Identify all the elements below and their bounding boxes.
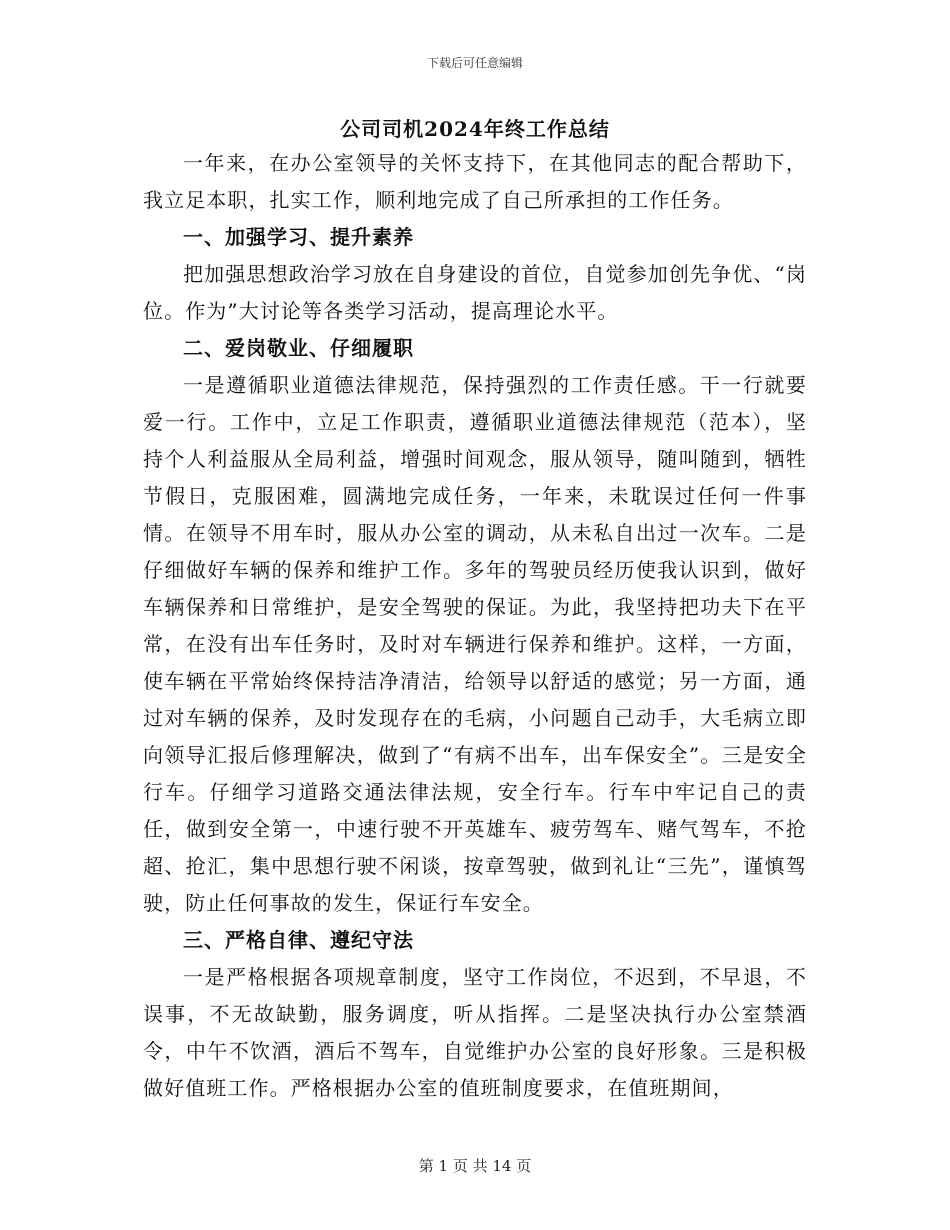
- section-2-paragraph: 一是遵循职业道德法律规范，保持强烈的工作责任感。干一行就要爱一行。工作中，立足工作职责，遵循职业道德法律规范（范本），坚持个人利益服从全局利益，增强时间观念，服从领导，随叫随到，牺牲节假日，克服困难，圆满地完成任务，一年来，未耽误过任何一件事情。在领导不用车时，服从办公室的调动，从未私自出过一次车。二是仔细做好车辆的保养和维护工作。多年的驾驶员经历使我认识到，做好车辆保养和日常维护，是安全驾驶的保证。为此，我坚持把功夫下在平常，在没有出车任务时，及时对车辆进行保养和维护。这样，一方面，使车辆在平常始终保持洁净清洁，给领导以舒适的感觉；另一方面，通过对车辆的保养，及时发现存在的毛病，小问题自己动手，大毛病立即向领导汇报后修理解决，做到了“有病不出车，出车保安全”。三是安全行车。仔细学习道路交通法律法规，安全行车。行车中牢记自己的责任，做到安全第一，中速行驶不开英雄车、疲劳驾车、赌气驾车，不抢超、抢汇，集中思想行驶不闲谈，按章驾驶，做到礼让“三先”，谨慎驾驶，防止任何事故的发生，保证行车安全。: [143, 373, 807, 915]
- intro-paragraph: 一年来，在办公室领导的关怀支持下，在其他同志的配合帮助下，我立足本职，扎实工作，顺利地完成了自己所承担的工作任务。: [143, 151, 807, 212]
- document-title: 公司司机2024年终工作总结: [340, 117, 610, 141]
- document-body: [143, 113, 807, 1107]
- section-1-paragraph: 把加强思想政治学习放在自身建设的首位，自觉参加创先争优、“岗位。作为”大讨论等各类学习活动，提高理论水平。: [143, 262, 807, 323]
- section-heading-2: 二、爱岗敬业、仔细履职: [183, 336, 414, 360]
- section-heading-1: 一、加强学习、提升素养: [183, 225, 414, 249]
- section-heading-3: 三、严格自律、遵纪守法: [183, 928, 414, 952]
- section-3-paragraph: 一是严格根据各项规章制度，坚守工作岗位，不迟到，不早退，不误事，不无故缺勤，服务调度，听从指挥。二是坚决执行办公室禁酒令，中午不饮酒，酒后不驾车，自觉维护办公室的良好形象。三是积极做好值班工作。严格根据办公室的值班制度要求，在值班期间，: [143, 965, 807, 1100]
- page-number: 第 1 页 共 14 页: [418, 1157, 532, 1175]
- header-note: 下载后可任意编辑: [426, 56, 523, 70]
